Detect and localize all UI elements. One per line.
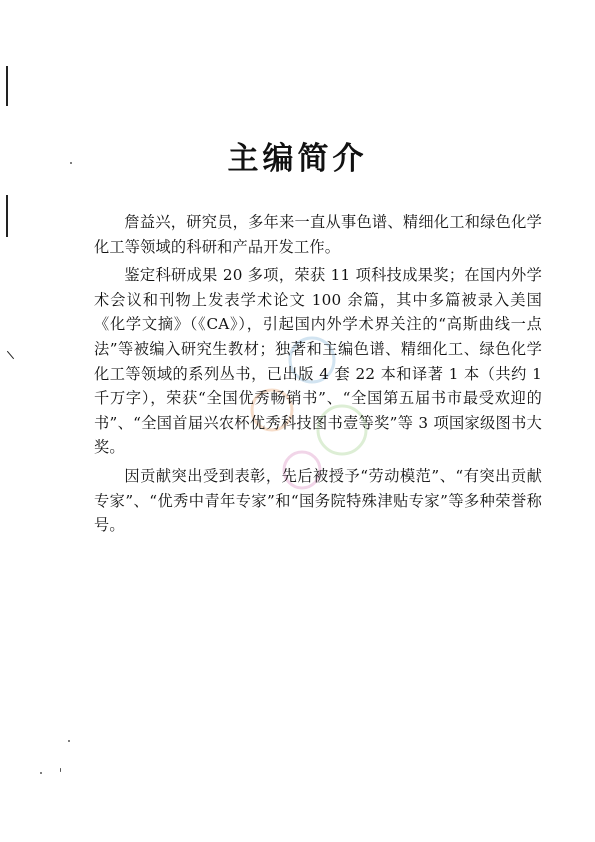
body-text xyxy=(94,210,542,542)
scan-edge-mark xyxy=(7,351,14,359)
scan-speck xyxy=(68,740,70,742)
scan-speck xyxy=(60,768,61,772)
paragraph-intro: 詹益兴，研究员，多年来一直从事色谱、精细化工和绿色化学化工等领域的科研和产品开发工作。 xyxy=(94,213,542,256)
page-title: 主编简介 xyxy=(227,141,368,177)
scan-edge-mark xyxy=(6,66,8,106)
scan-edge-mark xyxy=(6,195,8,237)
scan-speck xyxy=(40,772,42,774)
paragraph-honors: 因贡献突出受到表彰，先后被授予“劳动模范”、“有突出贡献专家”、“优秀中青年专家”和“国务院特殊津贴专家”等多种荣誉称号。 xyxy=(94,466,542,535)
paragraph-achievements: 鉴定科研成果 20 多项，荣获 11 项科技成果奖；在国内外学术会议和刊物上发表学术论文 100 余篇，其中多篇被录入美国《化学文摘》（《CA》），引起国内外学术界关注的“高斯曲线一点法”等被编入研究生教材；独著和主编色谱、精细化工、绿色化学化工等领域的系列丛书，已出版 4 套 22 本和译著 1 本（共约 1 千万字），荣获“全国优秀畅销书”、“全国第五届书市最受欢迎的书”、“全国首届兴农杯优秀科技图书壹等奖”等 3 项国家级图书大奖。 xyxy=(94,266,542,457)
